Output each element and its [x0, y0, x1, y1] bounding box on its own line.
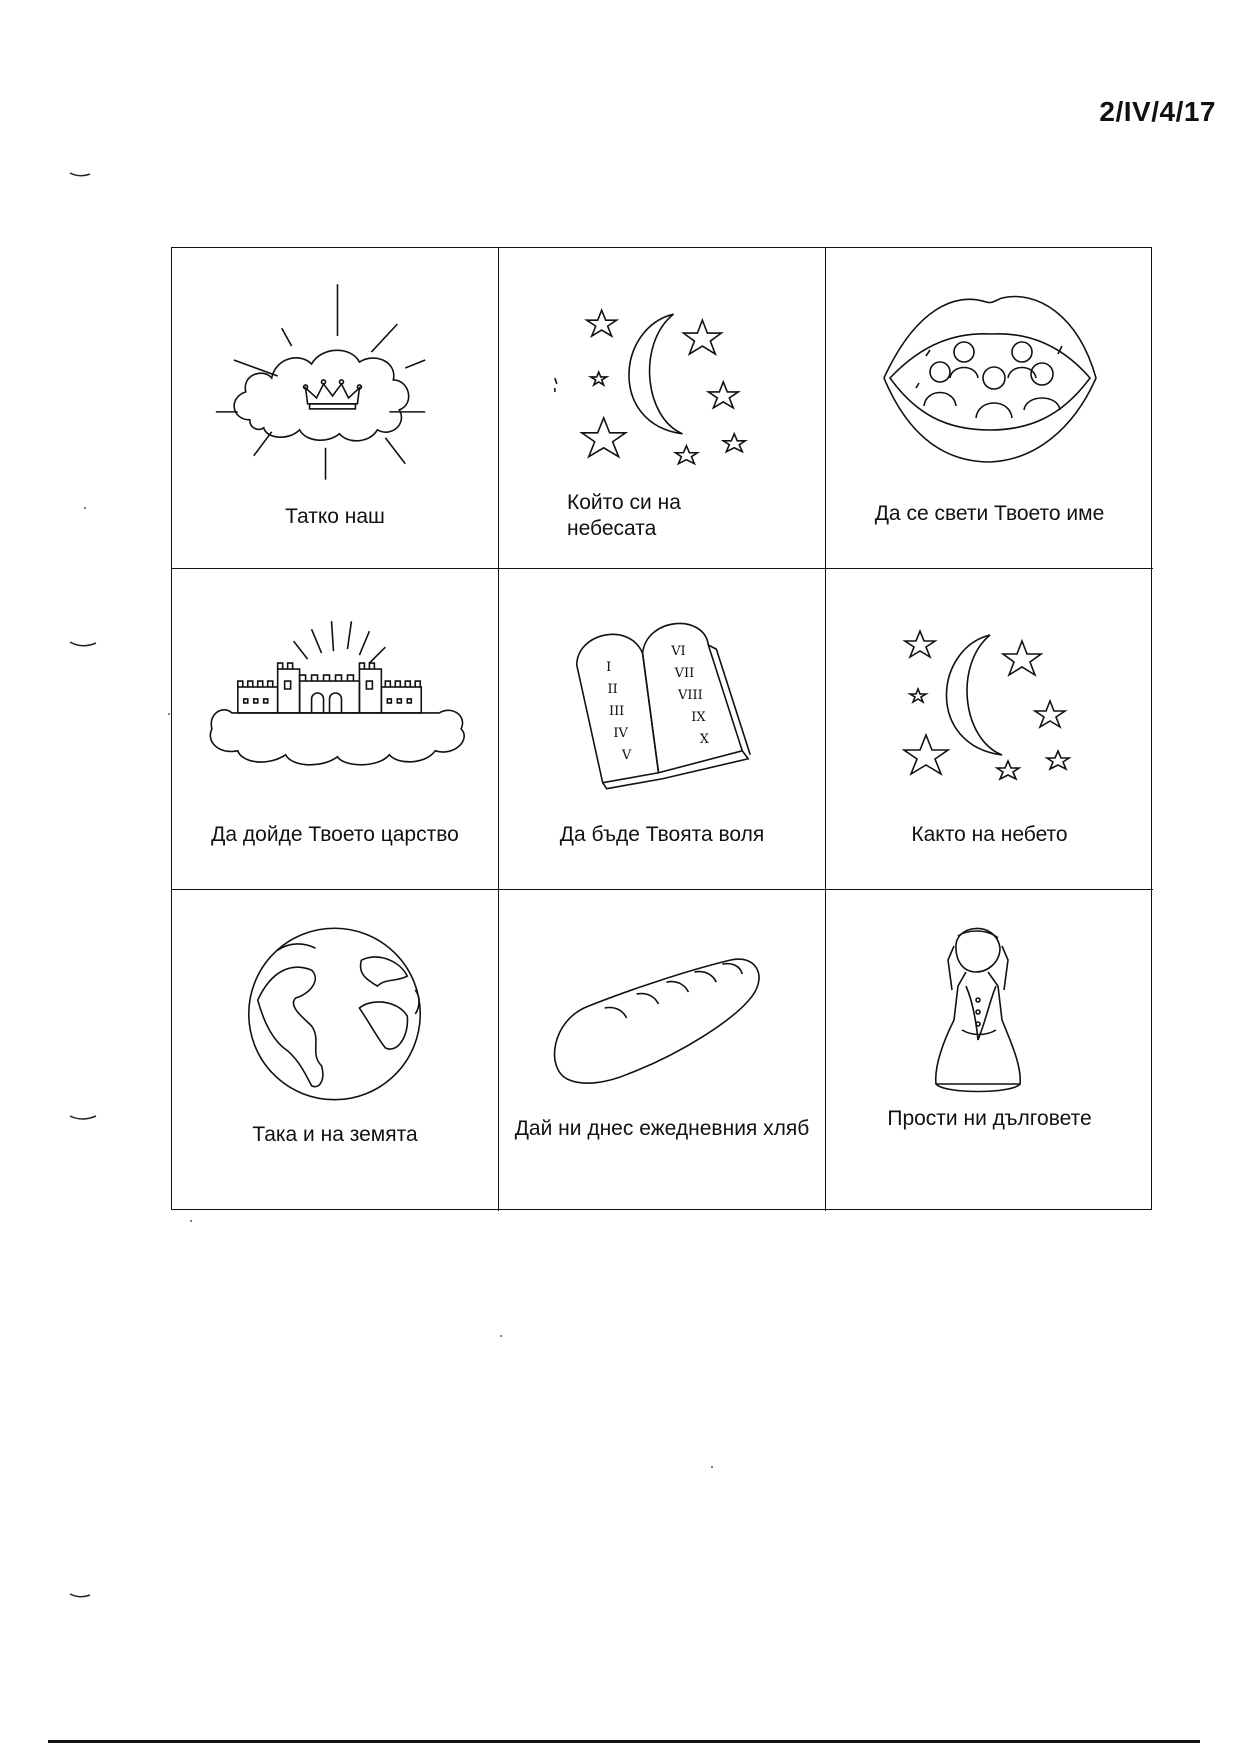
cell-caption: Да бъде Твоята воля	[559, 823, 765, 846]
commandment-tablets-icon	[499, 569, 825, 809]
scan-speck	[711, 1466, 713, 1468]
tablet-numeral: III	[608, 703, 625, 719]
cell-caption: Както на небето	[911, 823, 1068, 846]
scan-speck	[190, 1220, 192, 1222]
punch-mark	[68, 1114, 92, 1124]
globe-icon	[172, 890, 498, 1130]
cell-caption: Татко наш	[285, 505, 385, 528]
sun-cloud-crown-icon	[172, 248, 498, 488]
page-bottom-rule	[48, 1740, 1200, 1743]
tablet-numeral: VIII	[678, 687, 703, 703]
scan-speck	[168, 713, 170, 715]
cell-caption: Да дойде Твоето царство	[211, 823, 459, 846]
page-identifier: 2/IV/4/17	[1099, 96, 1216, 127]
tablet-numeral: X	[699, 731, 709, 747]
tablet-numeral: IX	[691, 709, 706, 725]
lords-prayer-picture-grid	[171, 247, 1152, 1210]
grid-cell-7	[172, 890, 499, 1211]
grid-cell-3	[826, 248, 1153, 569]
bread-loaf-icon	[499, 890, 825, 1130]
grid-cell-5	[499, 569, 826, 890]
punch-mark	[68, 640, 92, 650]
moon-stars-icon	[826, 569, 1153, 809]
scan-speck	[500, 1335, 502, 1337]
grid-cell-6	[826, 569, 1153, 890]
kneeling-girl-icon	[826, 890, 1153, 1130]
cell-caption: Дай ни днес ежедневния хляб	[514, 1117, 810, 1140]
castle-on-cloud-icon	[172, 569, 498, 809]
grid-cell-8	[499, 890, 826, 1211]
tablet-numeral: I	[606, 660, 612, 676]
punch-mark	[68, 1592, 92, 1602]
cell-caption: Да се свети Твоето име	[874, 502, 1105, 525]
scan-speck	[84, 507, 86, 509]
cell-caption: Така и на земята	[252, 1123, 418, 1146]
moon-stars-icon	[499, 248, 825, 488]
grid-cell-2	[499, 248, 826, 569]
tablet-numeral: V	[621, 747, 632, 763]
grid-cell-4	[172, 569, 499, 890]
tablet-numeral: VI	[671, 644, 686, 660]
singing-children-mouth-icon	[826, 248, 1153, 488]
cell-caption: Който си на небесата	[567, 491, 681, 540]
cell-caption: Прости ни дълговете	[887, 1107, 1092, 1130]
tablet-numeral: IV	[613, 725, 628, 741]
tablet-numeral: VII	[674, 666, 695, 682]
grid-cell-1	[172, 248, 499, 569]
grid-cell-9	[826, 890, 1153, 1211]
tablet-numeral: II	[607, 681, 618, 697]
punch-mark	[68, 170, 92, 180]
